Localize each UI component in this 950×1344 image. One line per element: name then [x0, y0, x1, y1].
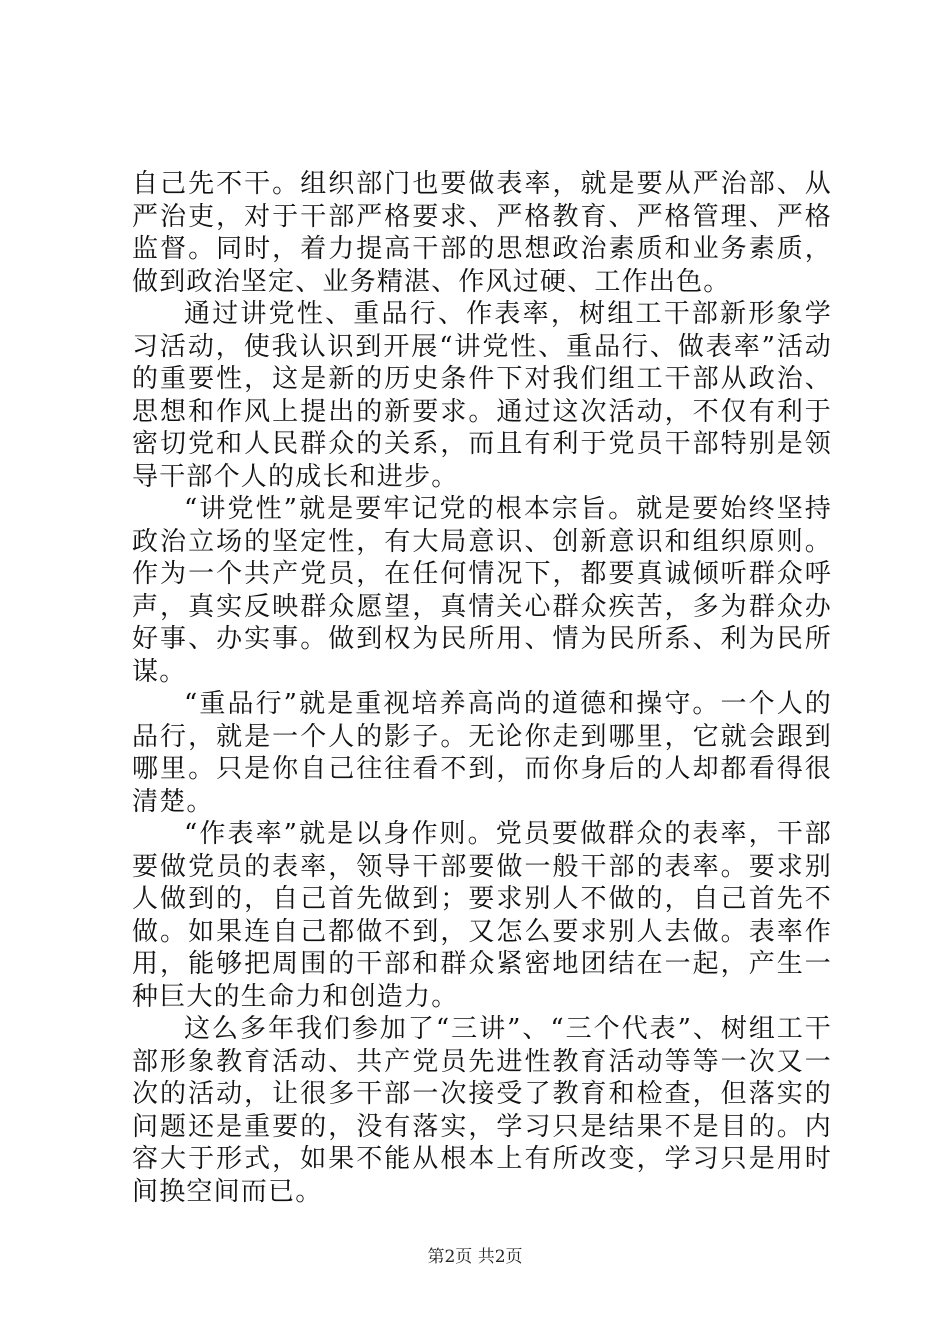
paragraph-1: 自己先不干。组织部门也要做表率，就是要从严治部、从严治吏，对于干部严格要求、严格教育、严格管理、严格监督。同时，着力提高干部的思想政治素质和业务素质，做到政治坚定、业务精湛、作风过硬、工作出色。	[132, 169, 832, 297]
paragraph-5: “作表率”就是以身作则。党员要做群众的表率，干部要做党员的表率，领导干部要做一般干部的表率。要求别人做到的，自己首先做到；要求别人不做的，自己首先不做。如果连自己都做不到，又怎么要求别人去做。表率作用，能够把周围的干部和群众紧密地团结在一起，产生一种巨大的生命力和创造力。	[132, 819, 832, 1012]
paragraph-2: 通过讲党性、重品行、作表率，树组工干部新形象学习活动，使我认识到开展“讲党性、重品行、做表率”活动的重要性，这是新的历史条件下对我们组工干部从政治、思想和作风上提出的新要求。通过这次活动，不仅有利于密切党和人民群众的关系，而且有利于党员干部特别是领导干部个人的成长和进步。	[132, 299, 832, 492]
document-body	[132, 168, 832, 1208]
paragraph-4: “重品行”就是重视培养高尚的道德和操守。一个人的品行，就是一个人的影子。无论你走到哪里，它就会跟到哪里。只是你自己往往看不到，而你身后的人却都看得很清楚。	[132, 689, 832, 817]
paragraph-3: “讲党性”就是要牢记党的根本宗旨。就是要始终坚持政治立场的坚定性，有大局意识、创新意识和组织原则。作为一个共产党员，在任何情况下，都要真诚倾听群众呼声，真实反映群众愿望，真情关心群众疾苦，多为群众办好事、办实事。做到权为民所用、情为民所系、利为民所谋。	[132, 494, 832, 687]
page-footer: 第2页 共2页	[427, 1247, 523, 1267]
paragraph-6: 这么多年我们参加了“三讲”、“三个代表”、树组工干部形象教育活动、共产党员先进性教育活动等等一次又一次的活动，让很多干部一次接受了教育和检查，但落实的问题还是重要的，没有落实，学习只是结果不是目的。内容大于形式，如果不能从根本上有所改变，学习只是用时间换空间而已。	[132, 1014, 832, 1207]
